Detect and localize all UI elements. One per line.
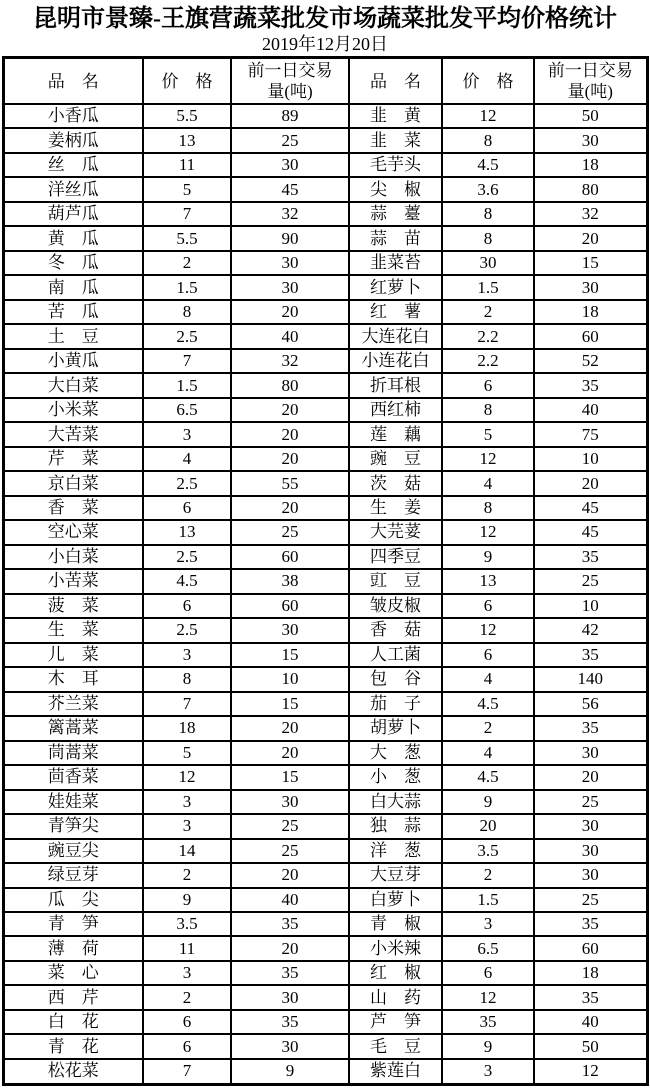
- price-cell: 6: [442, 643, 534, 667]
- price-cell: 1.5: [143, 373, 231, 397]
- table-row: [3, 300, 647, 324]
- item-name-cell: 白大蒜: [349, 790, 442, 814]
- col-header-price-left: 价 格: [143, 58, 231, 105]
- price-cell: 6: [442, 594, 534, 618]
- table-row: [3, 520, 647, 544]
- table-row: [3, 545, 647, 569]
- item-name-cell: 生 菜: [3, 618, 143, 642]
- volume-cell: 80: [534, 177, 647, 201]
- volume-cell: 45: [534, 496, 647, 520]
- volume-cell: 10: [534, 594, 647, 618]
- price-cell: 5: [143, 177, 231, 201]
- price-cell: 13: [442, 569, 534, 593]
- item-name-cell: 韭 黄: [349, 104, 442, 128]
- price-cell: 3: [143, 814, 231, 838]
- item-name-cell: 小黄瓜: [3, 349, 143, 373]
- table-row: [3, 153, 647, 177]
- item-name-cell: 生 姜: [349, 496, 442, 520]
- volume-cell: 40: [534, 1010, 647, 1034]
- price-cell: 8: [442, 226, 534, 250]
- volume-cell: 20: [231, 496, 349, 520]
- volume-cell: 15: [231, 643, 349, 667]
- volume-cell: 30: [534, 741, 647, 765]
- price-cell: 3: [143, 961, 231, 985]
- price-cell: 9: [442, 790, 534, 814]
- table-row: [3, 275, 647, 299]
- item-name-cell: 人工菌: [349, 643, 442, 667]
- col-header-name-right: 品 名: [349, 58, 442, 105]
- price-cell: 2: [442, 300, 534, 324]
- price-cell: 7: [143, 202, 231, 226]
- price-cell: 3: [143, 643, 231, 667]
- price-cell: 6: [143, 1034, 231, 1058]
- volume-cell: 90: [231, 226, 349, 250]
- item-name-cell: 青 笋: [3, 912, 143, 936]
- item-name-cell: 苦 瓜: [3, 300, 143, 324]
- price-cell: 8: [143, 300, 231, 324]
- item-name-cell: 紫莲白: [349, 1059, 442, 1085]
- table-row: [3, 324, 647, 348]
- item-name-cell: 洋 葱: [349, 839, 442, 863]
- volume-cell: 25: [534, 790, 647, 814]
- volume-cell: 35: [534, 985, 647, 1009]
- item-name-cell: 豇 豆: [349, 569, 442, 593]
- volume-cell: 25: [231, 839, 349, 863]
- price-cell: 4: [442, 667, 534, 691]
- price-cell: 4: [442, 741, 534, 765]
- price-cell: 5.5: [143, 104, 231, 128]
- price-cell: 13: [143, 128, 231, 152]
- item-name-cell: 大白菜: [3, 373, 143, 397]
- item-name-cell: 茴香菜: [3, 765, 143, 789]
- item-name-cell: 姜柄瓜: [3, 128, 143, 152]
- volume-cell: 60: [534, 936, 647, 960]
- item-name-cell: 白萝卜: [349, 888, 442, 912]
- volume-cell: 10: [534, 447, 647, 471]
- price-cell: 7: [143, 1059, 231, 1085]
- item-name-cell: 松花菜: [3, 1059, 143, 1085]
- volume-cell: 30: [534, 863, 647, 887]
- volume-cell: 20: [231, 300, 349, 324]
- volume-cell: 15: [231, 692, 349, 716]
- volume-cell: 25: [534, 888, 647, 912]
- volume-cell: 30: [534, 839, 647, 863]
- table-row: [3, 936, 647, 960]
- table-row: [3, 373, 647, 397]
- volume-cell: 20: [231, 447, 349, 471]
- price-cell: 3.5: [442, 839, 534, 863]
- volume-cell: 30: [534, 814, 647, 838]
- price-cell: 5: [143, 741, 231, 765]
- item-name-cell: 冬 瓜: [3, 251, 143, 275]
- volume-cell: 32: [231, 202, 349, 226]
- price-cell: 8: [442, 128, 534, 152]
- volume-cell: 20: [231, 741, 349, 765]
- volume-cell: 20: [231, 936, 349, 960]
- volume-cell: 40: [231, 324, 349, 348]
- item-name-cell: 韭 菜: [349, 128, 442, 152]
- price-cell: 35: [442, 1010, 534, 1034]
- volume-cell: 20: [231, 398, 349, 422]
- item-name-cell: 青 椒: [349, 912, 442, 936]
- item-name-cell: 折耳根: [349, 373, 442, 397]
- volume-cell: 35: [534, 545, 647, 569]
- item-name-cell: 小白菜: [3, 545, 143, 569]
- item-name-cell: 小苦菜: [3, 569, 143, 593]
- price-cell: 2: [442, 863, 534, 887]
- item-name-cell: 香 菜: [3, 496, 143, 520]
- price-cell: 14: [143, 839, 231, 863]
- volume-cell: 18: [534, 153, 647, 177]
- volume-cell: 18: [534, 961, 647, 985]
- item-name-cell: 豌 豆: [349, 447, 442, 471]
- volume-cell: 40: [534, 398, 647, 422]
- volume-cell: 15: [231, 765, 349, 789]
- volume-cell: 20: [231, 863, 349, 887]
- item-name-cell: 莲 藕: [349, 422, 442, 446]
- table-row: [3, 202, 647, 226]
- volume-cell: 25: [231, 520, 349, 544]
- item-name-cell: 红 椒: [349, 961, 442, 985]
- item-name-cell: 小连花白: [349, 349, 442, 373]
- item-name-cell: 丝 瓜: [3, 153, 143, 177]
- volume-cell: 30: [231, 985, 349, 1009]
- item-name-cell: 芦 笋: [349, 1010, 442, 1034]
- price-cell: 4.5: [442, 765, 534, 789]
- table-row: [3, 863, 647, 887]
- price-cell: 12: [442, 447, 534, 471]
- table-row: [3, 128, 647, 152]
- price-cell: 1.5: [442, 888, 534, 912]
- volume-cell: 60: [534, 324, 647, 348]
- price-cell: 2: [143, 251, 231, 275]
- item-name-cell: 香 菇: [349, 618, 442, 642]
- volume-cell: 40: [231, 888, 349, 912]
- table-row: [3, 398, 647, 422]
- volume-cell: 52: [534, 349, 647, 373]
- volume-cell: 50: [534, 1034, 647, 1058]
- item-name-cell: 南 瓜: [3, 275, 143, 299]
- table-row: [3, 447, 647, 471]
- price-cell: 2.5: [143, 545, 231, 569]
- item-name-cell: 大连花白: [349, 324, 442, 348]
- item-name-cell: 菜 心: [3, 961, 143, 985]
- col-header-volume-left: [231, 58, 349, 105]
- item-name-cell: 大苦菜: [3, 422, 143, 446]
- volume-cell: 30: [231, 251, 349, 275]
- price-cell: 7: [143, 349, 231, 373]
- volume-cell: 32: [231, 349, 349, 373]
- table-row: [3, 104, 647, 128]
- price-cell: 13: [143, 520, 231, 544]
- item-name-cell: 儿 菜: [3, 643, 143, 667]
- item-name-cell: 毛芋头: [349, 153, 442, 177]
- volume-cell: 12: [534, 1059, 647, 1085]
- price-cell: 4.5: [143, 569, 231, 593]
- item-name-cell: 蒜 薹: [349, 202, 442, 226]
- volume-cell: 9: [231, 1059, 349, 1085]
- table-row: [3, 1059, 647, 1085]
- col-header-volume-line1: 前一日交易: [247, 61, 333, 80]
- price-cell: 7: [143, 692, 231, 716]
- price-cell: 4.5: [442, 692, 534, 716]
- price-cell: 1.5: [143, 275, 231, 299]
- table-row: [3, 594, 647, 618]
- volume-cell: 45: [534, 520, 647, 544]
- volume-cell: 55: [231, 471, 349, 495]
- table-row: [3, 716, 647, 740]
- price-cell: 2: [143, 863, 231, 887]
- item-name-cell: 大芫荽: [349, 520, 442, 544]
- item-name-cell: 茄 子: [349, 692, 442, 716]
- item-name-cell: 白 花: [3, 1010, 143, 1034]
- volume-cell: 89: [231, 104, 349, 128]
- volume-cell: 30: [534, 275, 647, 299]
- volume-cell: 20: [231, 422, 349, 446]
- volume-cell: 10: [231, 667, 349, 691]
- table-row: [3, 692, 647, 716]
- price-cell: 12: [143, 765, 231, 789]
- page-title: 昆明市景臻-王旗营蔬菜批发市场蔬菜批发平均价格统计: [33, 6, 617, 32]
- item-name-cell: 大豆芽: [349, 863, 442, 887]
- table-row: [3, 251, 647, 275]
- price-cell: 4.5: [442, 153, 534, 177]
- item-name-cell: 大 葱: [349, 741, 442, 765]
- table-row: [3, 177, 647, 201]
- item-name-cell: 芹 菜: [3, 447, 143, 471]
- volume-cell: 30: [231, 1034, 349, 1058]
- price-cell: 9: [442, 545, 534, 569]
- item-name-cell: 红萝卜: [349, 275, 442, 299]
- item-name-cell: 黄 瓜: [3, 226, 143, 250]
- item-name-cell: 葫芦瓜: [3, 202, 143, 226]
- price-cell: 30: [442, 251, 534, 275]
- price-cell: 12: [442, 985, 534, 1009]
- price-cell: 6.5: [143, 398, 231, 422]
- item-name-cell: 篱蒿菜: [3, 716, 143, 740]
- item-name-cell: 包 谷: [349, 667, 442, 691]
- price-cell: 3: [442, 912, 534, 936]
- item-name-cell: 西红柿: [349, 398, 442, 422]
- volume-cell: 25: [534, 569, 647, 593]
- table-row: [3, 814, 647, 838]
- item-name-cell: 小 葱: [349, 765, 442, 789]
- volume-cell: 20: [231, 716, 349, 740]
- item-name-cell: 娃娃菜: [3, 790, 143, 814]
- table-row: [3, 226, 647, 250]
- table-row: [3, 667, 647, 691]
- col-header-price-right: 价 格: [442, 58, 534, 105]
- item-name-cell: 韭菜苔: [349, 251, 442, 275]
- volume-cell: 50: [534, 104, 647, 128]
- item-name-cell: 空心菜: [3, 520, 143, 544]
- price-cell: 2.5: [143, 471, 231, 495]
- volume-cell: 30: [231, 618, 349, 642]
- volume-cell: 25: [231, 128, 349, 152]
- table-row: [3, 888, 647, 912]
- price-cell: 12: [442, 618, 534, 642]
- col-header-volume-line2: 量(吨): [567, 82, 613, 101]
- price-cell: 18: [143, 716, 231, 740]
- price-cell: 4: [143, 447, 231, 471]
- volume-cell: 60: [231, 594, 349, 618]
- header-row: [3, 58, 647, 105]
- price-cell: 3.5: [143, 912, 231, 936]
- volume-cell: 35: [231, 961, 349, 985]
- item-name-cell: 四季豆: [349, 545, 442, 569]
- item-name-cell: 青笋尖: [3, 814, 143, 838]
- price-cell: 3: [143, 422, 231, 446]
- volume-cell: 30: [231, 790, 349, 814]
- price-cell: 20: [442, 814, 534, 838]
- price-cell: 1.5: [442, 275, 534, 299]
- price-cell: 6: [442, 961, 534, 985]
- item-name-cell: 豌豆尖: [3, 839, 143, 863]
- price-cell: 6: [143, 594, 231, 618]
- table-row: [3, 496, 647, 520]
- price-cell: 9: [143, 888, 231, 912]
- price-cell: 12: [442, 104, 534, 128]
- table-row: [3, 569, 647, 593]
- item-name-cell: 皱皮椒: [349, 594, 442, 618]
- table-row: [3, 471, 647, 495]
- table-row: [3, 422, 647, 446]
- volume-cell: 35: [534, 373, 647, 397]
- volume-cell: 35: [231, 912, 349, 936]
- table-row: [3, 741, 647, 765]
- table-row: [3, 643, 647, 667]
- table-row: [3, 839, 647, 863]
- table-row: [3, 1034, 647, 1058]
- item-name-cell: 瓜 尖: [3, 888, 143, 912]
- price-cell: 3.6: [442, 177, 534, 201]
- item-name-cell: 绿豆芽: [3, 863, 143, 887]
- price-cell: 2.5: [143, 618, 231, 642]
- table-row: [3, 349, 647, 373]
- volume-cell: 140: [534, 667, 647, 691]
- price-cell: 5.5: [143, 226, 231, 250]
- col-header-name-left: 品 名: [3, 58, 143, 105]
- price-cell: 2.2: [442, 349, 534, 373]
- volume-cell: 56: [534, 692, 647, 716]
- price-cell: 6: [143, 1010, 231, 1034]
- volume-cell: 45: [231, 177, 349, 201]
- item-name-cell: 胡萝卜: [349, 716, 442, 740]
- volume-cell: 80: [231, 373, 349, 397]
- table-row: [3, 961, 647, 985]
- volume-cell: 75: [534, 422, 647, 446]
- volume-cell: 35: [534, 912, 647, 936]
- volume-cell: 35: [534, 643, 647, 667]
- table-row: [3, 790, 647, 814]
- volume-cell: 42: [534, 618, 647, 642]
- item-name-cell: 山 药: [349, 985, 442, 1009]
- volume-cell: 35: [534, 716, 647, 740]
- item-name-cell: 茨 菇: [349, 471, 442, 495]
- price-table-body: [3, 104, 647, 1085]
- item-name-cell: 小香瓜: [3, 104, 143, 128]
- volume-cell: 20: [534, 226, 647, 250]
- item-name-cell: 红 薯: [349, 300, 442, 324]
- volume-cell: 30: [231, 153, 349, 177]
- volume-cell: 20: [534, 471, 647, 495]
- price-cell: 6: [143, 496, 231, 520]
- price-cell: 12: [442, 520, 534, 544]
- price-cell: 9: [442, 1034, 534, 1058]
- col-header-volume-line2: 量(吨): [267, 82, 313, 101]
- price-cell: 8: [442, 202, 534, 226]
- volume-cell: 38: [231, 569, 349, 593]
- item-name-cell: 西 芹: [3, 985, 143, 1009]
- item-name-cell: 尖 椒: [349, 177, 442, 201]
- price-cell: 2: [442, 716, 534, 740]
- price-cell: 3: [442, 1059, 534, 1085]
- price-cell: 2.2: [442, 324, 534, 348]
- table-row: [3, 912, 647, 936]
- item-name-cell: 毛 豆: [349, 1034, 442, 1058]
- volume-cell: 18: [534, 300, 647, 324]
- volume-cell: 25: [231, 814, 349, 838]
- item-name-cell: 芥兰菜: [3, 692, 143, 716]
- price-table: [2, 56, 649, 1086]
- price-cell: 11: [143, 153, 231, 177]
- price-cell: 6.5: [442, 936, 534, 960]
- table-row: [3, 765, 647, 789]
- volume-cell: 32: [534, 202, 647, 226]
- volume-cell: 20: [534, 765, 647, 789]
- price-cell: 2.5: [143, 324, 231, 348]
- volume-cell: 60: [231, 545, 349, 569]
- table-row: [3, 1010, 647, 1034]
- price-cell: 6: [442, 373, 534, 397]
- item-name-cell: 蒜 苗: [349, 226, 442, 250]
- item-name-cell: 土 豆: [3, 324, 143, 348]
- price-cell: 8: [442, 398, 534, 422]
- table-row: [3, 985, 647, 1009]
- volume-cell: 15: [534, 251, 647, 275]
- item-name-cell: 菠 菜: [3, 594, 143, 618]
- item-name-cell: 木 耳: [3, 667, 143, 691]
- price-cell: 3: [143, 790, 231, 814]
- report-date: 2019年12月20日: [262, 34, 388, 54]
- volume-cell: 30: [231, 275, 349, 299]
- item-name-cell: 京白菜: [3, 471, 143, 495]
- item-name-cell: 小米菜: [3, 398, 143, 422]
- price-cell: 2: [143, 985, 231, 1009]
- price-cell: 5: [442, 422, 534, 446]
- item-name-cell: 小米辣: [349, 936, 442, 960]
- item-name-cell: 茼蒿菜: [3, 741, 143, 765]
- item-name-cell: 薄 荷: [3, 936, 143, 960]
- volume-cell: 30: [534, 128, 647, 152]
- table-row: [3, 618, 647, 642]
- item-name-cell: 洋丝瓜: [3, 177, 143, 201]
- item-name-cell: 青 花: [3, 1034, 143, 1058]
- price-cell: 11: [143, 936, 231, 960]
- col-header-volume-line1: 前一日交易: [547, 61, 633, 80]
- volume-cell: 35: [231, 1010, 349, 1034]
- price-cell: 8: [143, 667, 231, 691]
- item-name-cell: 独 蒜: [349, 814, 442, 838]
- price-cell: 8: [442, 496, 534, 520]
- price-cell: 4: [442, 471, 534, 495]
- col-header-volume-right: [534, 58, 647, 105]
